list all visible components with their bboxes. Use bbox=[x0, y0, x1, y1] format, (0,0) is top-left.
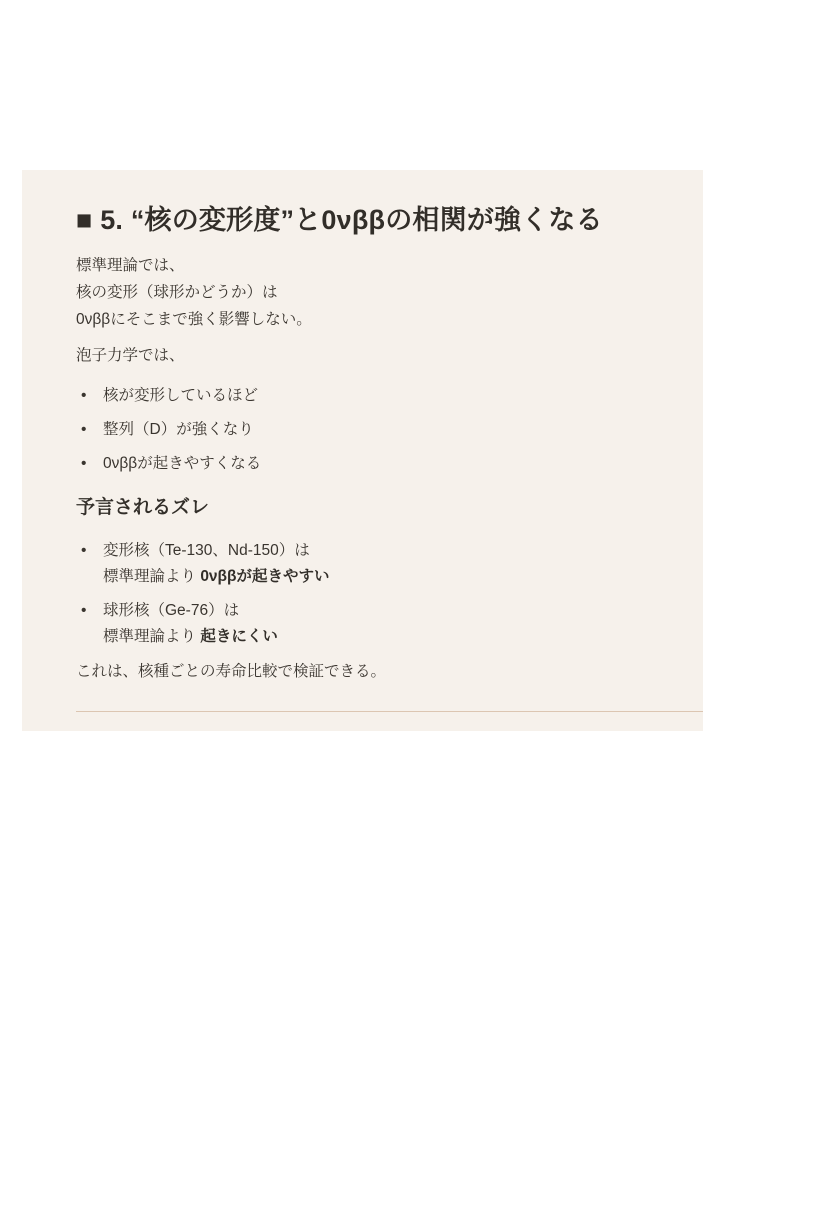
list-item-text: 0νββが起きやすくなる bbox=[103, 455, 262, 472]
list-item-text: 整列（D）が強くなり bbox=[103, 421, 254, 438]
paragraph-standard-theory bbox=[76, 252, 649, 333]
paragraph-line: 核の変形（球形かどうか）は bbox=[76, 284, 278, 301]
paragraph-bubble-mechanics: 泡子力学では、 bbox=[76, 347, 185, 364]
list-item bbox=[76, 598, 649, 650]
effects-list bbox=[76, 382, 649, 477]
list-item-line bbox=[103, 624, 649, 650]
list-item-line: 変形核（Te-130、Nd-150）は bbox=[103, 542, 310, 559]
list-item-line bbox=[103, 564, 649, 590]
paragraph-line: 標準理論では、 bbox=[76, 257, 185, 274]
paragraph-line: 0νββにそこまで強く影響しない。 bbox=[76, 311, 312, 328]
bullet-icon: • bbox=[81, 421, 87, 438]
note-card bbox=[22, 170, 703, 731]
section-heading: ■ 5. “核の変形度”と0νββの相関が強くなる bbox=[76, 205, 603, 235]
list-item bbox=[76, 450, 649, 477]
predicted-deviation-subheading: 予言されるズレ bbox=[76, 497, 210, 518]
list-item bbox=[76, 538, 649, 590]
list-item bbox=[76, 416, 649, 443]
bullet-icon: • bbox=[81, 387, 87, 404]
closing-paragraph: これは、核種ごとの寿命比較で検証できる。 bbox=[76, 663, 387, 680]
bullet-icon: • bbox=[81, 542, 87, 559]
list-item-text: 核が変形しているほど bbox=[103, 387, 259, 404]
list-item-bold: 0νββが起きやすい bbox=[200, 568, 330, 585]
list-item-prefix: 標準理論より bbox=[103, 568, 201, 585]
bullet-icon: • bbox=[81, 455, 87, 472]
list-item-bold: 起きにくい bbox=[200, 628, 278, 645]
list-item-line: 球形核（Ge-76）は bbox=[103, 602, 240, 619]
list-item-prefix: 標準理論より bbox=[103, 628, 201, 645]
list-item bbox=[76, 382, 649, 409]
section-divider bbox=[76, 711, 703, 712]
bullet-icon: • bbox=[81, 602, 87, 619]
predictions-list bbox=[76, 538, 649, 650]
